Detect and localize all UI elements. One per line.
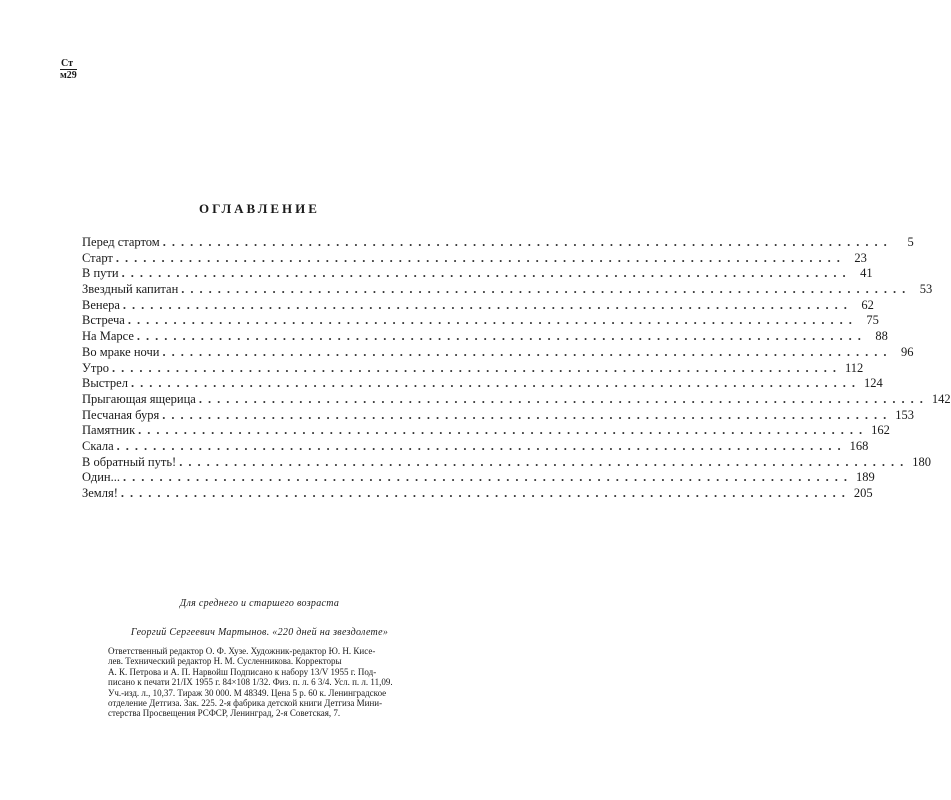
toc-entry-title: Утро [82,360,109,375]
toc-entry-title: Скала [82,438,114,453]
toc-entry-title: Прыгающая ящерица [82,391,196,406]
library-code [60,58,77,81]
toc-entry-title: Земля! [82,486,118,500]
toc-dot-leader: ................................................................................ [198,391,929,406]
toc-entry-title: Один... [82,470,120,485]
toc-entry-title: В пути [82,266,119,281]
toc-entry [82,407,915,424]
toc-dot-leader: ................................................................................ [162,235,893,249]
toc-dot-leader: ................................................................................ [179,454,910,469]
toc-entry [82,360,864,377]
colophon-line: отделение Детгиза. Зак. 225. 2-я фабрика детской книги Детгиза Мини- [108,698,383,709]
toc-entry [82,423,890,439]
toc-entry-title: Встреча [82,313,125,328]
toc-dot-leader: ................................................................................ [116,438,847,453]
toc-entry-title: Песчаная буря [82,407,160,422]
toc-entry-title: На Марсе [82,329,134,344]
toc-entry-page: 23 [854,250,867,265]
colophon-line: Уч.-изд. л., 10,37. Тираж 30 000. М 48349. Цена 5 р. 60 к. Ленинградское [108,687,387,698]
toc-dot-leader: ................................................................................ [130,376,861,391]
toc-entry-page: 62 [861,297,874,312]
toc-dot-leader: ................................................................................ [122,470,853,485]
toc-entry [82,454,931,471]
toc-entry-page: 205 [853,486,873,500]
colophon-line: писано к печати 21/IX 1955 г. 84×108 1/32. Физ. п. л. 6 3/4. Усл. п. л. 11,09. [108,677,393,688]
toc-entry-page: 112 [844,360,864,375]
toc-entry [82,297,874,314]
toc-entry-page: 180 [912,454,931,469]
toc-entry-page: 96 [900,344,914,359]
toc-dot-leader: ................................................................................ [162,407,893,422]
toc-entry-page: 153 [895,407,915,422]
toc-entry-title: Венера [82,297,120,312]
toc-entry [82,329,888,345]
library-code-top: Ст [60,58,77,70]
toc-dot-leader: ................................................................................ [138,423,869,438]
toc-entry-title: Звездный капитан [82,282,179,297]
toc-entry [82,344,914,361]
colophon-line: стерства Просвещения РСФСР, Ленинград, 2-я Советская, 7. [108,708,341,719]
toc-dot-leader: ................................................................................ [162,344,893,359]
toc-entry-title: В обратный путь! [82,454,177,469]
toc-title: ОГЛАВЛЕНИЕ [199,201,320,216]
toc-dot-leader: ................................................................................ [115,250,846,265]
toc-entry [82,438,869,455]
toc-dot-leader: ................................................................................ [181,282,912,297]
colophon [108,646,436,719]
toc-entry [82,486,873,502]
toc-dot-leader: ................................................................................ [111,360,842,375]
toc-entry [82,391,951,408]
audience-note: Для среднего и старшего возраста [179,598,340,609]
book-credit-line: Георгий Сергеевич Мартынов. «220 дней на звездолете» [130,627,389,638]
toc-entry-page: 142 [931,391,951,406]
toc-entry-page: 53 [919,282,933,297]
toc-entry-page: 75 [866,313,879,328]
toc-entry-page: 124 [863,376,883,391]
colophon-line: лев. Технический редактор Н. М. Сусленникова. Корректоры [108,656,342,667]
toc-entry [82,235,914,251]
toc-entry-page: 41 [860,266,873,281]
toc-entry-page: 162 [871,423,890,438]
toc-entry [82,376,883,392]
table-of-contents [82,235,951,502]
toc-entry-title: Старт [82,250,113,265]
toc-entry [82,313,879,329]
toc-dot-leader: ................................................................................ [120,486,851,500]
toc-dot-leader: ................................................................................ [121,266,852,281]
toc-entry-title: Выстрел [82,376,128,391]
toc-entry-title: Перед стартом [82,235,160,249]
toc-entry-page: 189 [855,470,875,485]
colophon-line: А. К. Петрова и А. П. Нарвойш Подписано к набору 13/V 1955 г. Под- [108,666,377,677]
library-code-bottom: м29 [60,70,77,81]
toc-entry [82,250,867,267]
toc-dot-leader: ................................................................................ [122,297,853,312]
toc-entry-page: 168 [849,438,869,453]
toc-dot-leader: ................................................................................ [136,329,867,344]
toc-entry [82,282,933,298]
toc-entry-title: Памятник [82,423,136,438]
toc-entry [82,470,875,486]
toc-dot-leader: ................................................................................ [127,313,858,328]
toc-entry-page: 5 [907,235,914,249]
toc-entry-title: Во мраке ночи [82,344,160,359]
toc-entry-page: 88 [875,329,888,344]
toc-entry [82,266,873,282]
colophon-line: Ответственный редактор О. Ф. Хузе. Художник-редактор Ю. Н. Кисе- [108,646,376,656]
